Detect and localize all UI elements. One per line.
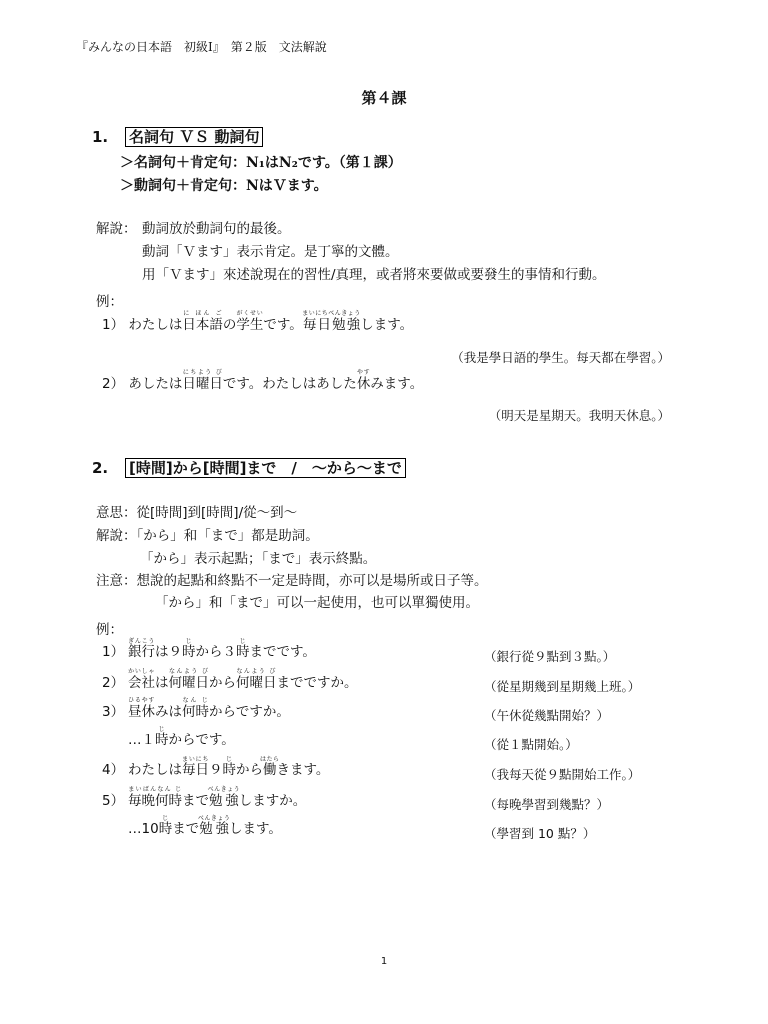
section2-meaning: 意思：從[時間]到[時間]/從～到～ (96, 505, 298, 521)
example-japanese: 昼休ひるやすみは何時なん じからですか。 (128, 697, 290, 720)
example-number: 1） (102, 317, 125, 333)
section2-example-row (102, 815, 282, 837)
example-text: あしたは (128, 376, 183, 392)
section2-note2: 「から」和「まで」可以一起使用，也可以單獨使用。 (155, 595, 479, 611)
example-number: 2） (102, 675, 125, 691)
section2-example-row (102, 756, 329, 778)
document-header: 『みんなの日本語 初級Ⅰ』 第２版 文法解說 (76, 40, 327, 54)
example-number: 1） (102, 644, 125, 660)
section1-number: 1. (92, 128, 109, 146)
example-text: します。 (360, 317, 414, 333)
example-japanese: 会社かいしゃは何曜日なんよう びから何曜日なんよう びまでですか。 (128, 668, 358, 691)
section2-explain2: 「から」表示起點；「まで」表示終點。 (140, 551, 377, 567)
section1-rule1: ＞名詞句＋肯定句：N₁はN₂です。（第１課） (120, 155, 402, 171)
section2-example-translation: （銀行從９點到３點。） (484, 649, 616, 664)
ruby-word: 日曜日にちよう び (182, 369, 223, 392)
section2-explain1: 解說：「から」和「まで」都是助詞。 (96, 528, 319, 544)
section1-explain3: 用「Ｖます」來述說現在的習性/真理，或者將來要做或要發生的事情和行動。 (142, 267, 606, 283)
ruby-word: 毎日勉強まいにちべんきょう (302, 310, 361, 333)
section1-explain1: 動詞放於動詞句的最後。 (142, 221, 291, 237)
section2-number: 2. (92, 459, 109, 477)
section1-explain2: 動詞「Ｖます」表示肯定。是丁寧的文體。 (142, 244, 399, 260)
example-number: 2） (102, 376, 125, 392)
section1-example-label: 例： (96, 294, 123, 310)
section1-example1 (102, 310, 413, 333)
ruby-word: 学生がくせい (236, 310, 264, 333)
example-text: です。 (263, 317, 303, 333)
example-japanese: 毎晩何時まいばんなん じまで勉強べんきょうしますか。 (128, 786, 307, 809)
section2-title: [時間]から[時間]まで / ～から～まで (125, 458, 406, 478)
example-japanese: …10時じまで勉強べんきょうします。 (128, 815, 282, 837)
example-text: です。わたしはあした (222, 376, 357, 392)
section2-example-translation: （學習到 10 點？） (484, 826, 596, 841)
example-japanese: わたしは毎日まいにち９時じから働はたらきます。 (128, 756, 330, 778)
section2-example-translation: （從星期幾到星期幾上班。） (484, 679, 641, 694)
section2-example-translation: （從１點開始。） (484, 737, 578, 752)
example-number: 4） (102, 762, 125, 778)
section2-example-translation: （午休從幾點開始？） (484, 708, 610, 723)
section2-example-translation: （每晚學習到幾點？） (484, 797, 610, 812)
ruby-word: 日本語に ほん ご (182, 310, 223, 333)
section2-note1: 注意：想說的起點和終點不一定是時間，亦可以是場所或日子等。 (96, 573, 488, 589)
example-number: 5） (102, 793, 125, 809)
section1-example2-translation: （明天是星期天。我明天休息。） (488, 408, 670, 423)
section2-example-row (102, 638, 316, 660)
section1-example2 (102, 369, 423, 392)
lesson-title: 第４課 (361, 89, 407, 107)
example-japanese: …１時じからです。 (128, 726, 235, 748)
ruby-word: 休やす (356, 369, 371, 392)
section1-title: 名詞句 ＶＳ 動詞句 (125, 127, 263, 147)
example-number: 3） (102, 704, 125, 720)
section2-example-row (102, 668, 358, 691)
section2-example-row (102, 786, 306, 809)
section1-rule2: ＞動詞句＋肯定句：NはＶます。 (120, 178, 328, 194)
section1-example1-translation: （我是學日語的學生。每天都在學習。） (451, 350, 670, 365)
example-text: みます。 (370, 376, 424, 392)
section2-example-row (102, 726, 235, 748)
example-text: わたしは (128, 317, 183, 333)
page-number: 1 (380, 956, 388, 967)
example-japanese: 銀行ぎんこうは９時じから３時じまでです。 (128, 638, 316, 660)
example-text: の (222, 317, 237, 333)
section2-example-row (102, 697, 290, 720)
section2-example-label: 例： (96, 622, 123, 638)
section1-explain-label: 解說： (96, 221, 137, 237)
section2-example-translation: （我每天從９點開始工作。） (484, 767, 641, 782)
